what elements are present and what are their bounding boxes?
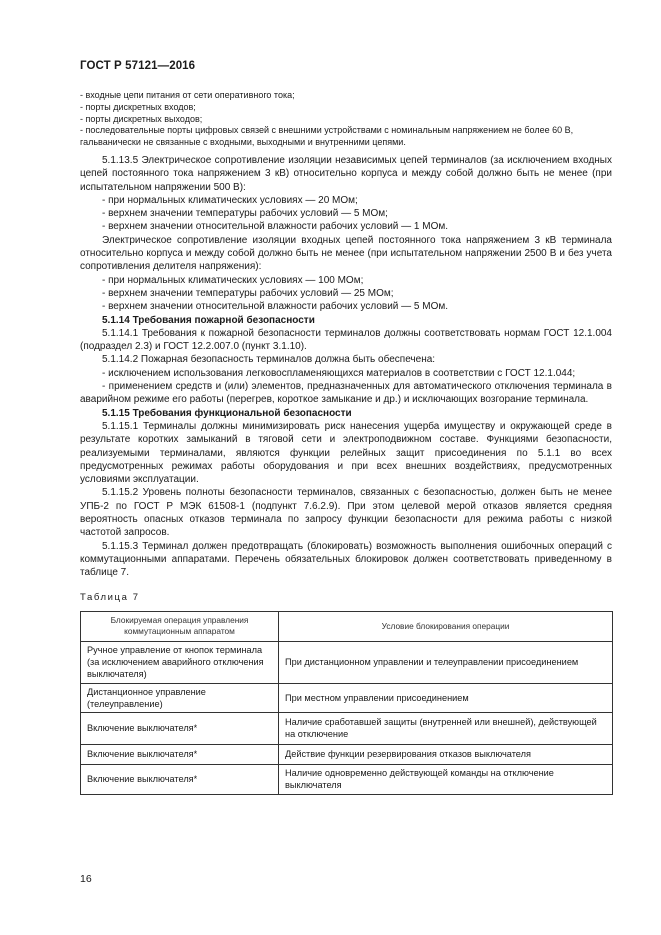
- table-cell-operation: Включение выключателя*: [81, 764, 279, 794]
- intro-list: [80, 90, 612, 149]
- table-cell-condition: При дистанционном управлении и телеуправлении присоединением: [279, 641, 613, 683]
- table-cell-operation: Дистанционное управление (телеуправление): [81, 683, 279, 712]
- interlock-table: [80, 611, 613, 795]
- list-item: - верхнем значении температуры рабочих условий — 5 МОм;: [102, 208, 388, 220]
- column-header-operation: Блокируемая операция управления коммутационным аппаратом: [81, 611, 279, 641]
- table-cell-operation: Включение выключателя*: [81, 712, 279, 744]
- list-item: - применением средств и (или) элементов, предназначенных для автоматического отключения терминала в аварийном режиме его работы (перегрев, короткое замыкание и др.) и исключающих возгорание терминала.: [80, 381, 612, 406]
- list-item: - верхнем значении относительной влажности рабочих условий — 1 МОм.: [102, 221, 449, 233]
- table-row: [81, 641, 613, 683]
- table-row: [81, 764, 613, 794]
- list-item: - при нормальных климатических условиях — 20 МОм;: [102, 194, 358, 206]
- list-item: - при нормальных климатических условиях — 100 МОм;: [102, 274, 364, 286]
- table-cell-condition: Наличие сработавшей защиты (внутренней или внешней), действующей на отключение: [279, 712, 613, 744]
- section-heading-5-1-15: 5.1.15 Требования функциональной безопасности: [102, 407, 352, 419]
- paragraph-5-1-15-1: 5.1.15.1 Терминалы должны минимизировать риск нанесения ущерба имуществу и окружающей среде в результате коротких замыканий в тяговой сети и электроподвижном составе. Функциями безопасности, реализуемыми терминалами, являются функции релейных защит присоединения по 5.1.1 во всех предусмотренных режимах работы оборудования и при всех внешних воздействиях, предусмотренных условиями эксплуатации.: [80, 420, 612, 486]
- list-item: - верхнем значении температуры рабочих условий — 25 МОм;: [102, 287, 394, 299]
- paragraph-5-1-14-2: 5.1.14.2 Пожарная безопасность терминалов должна быть обеспечена:: [102, 354, 436, 366]
- document-header: ГОСТ Р 57121—2016: [80, 60, 196, 72]
- list-item: - последовательные порты цифровых связей с внешними устройствами с номинальным напряжением не более 60 В, гальванически не связанные с входными, выходными и внутренними цепями.: [80, 125, 574, 148]
- table-header-row: [81, 611, 613, 641]
- list-item: - входные цепи питания от сети оперативного тока;: [80, 90, 295, 100]
- table-cell-condition: Действие функции резервирования отказов выключателя: [279, 744, 613, 764]
- table-cell-condition: Наличие одновременно действующей команды на отключение выключателя: [279, 764, 613, 794]
- page-number: 16: [80, 873, 92, 885]
- column-header-condition: Условие блокирования операции: [279, 611, 613, 641]
- list-item: - порты дискретных выходов;: [80, 113, 203, 124]
- table-row: [81, 683, 613, 712]
- table-cell-condition: При местном управлении присоединением: [279, 683, 613, 712]
- table-cell-operation: Ручное управление от кнопок терминала (за исключением аварийного отключения выключателя): [81, 641, 279, 683]
- page-body: [80, 90, 612, 795]
- list-item: - порты дискретных входов;: [80, 101, 196, 112]
- paragraph-3kv-insulation: Электрическое сопротивление изоляции входных цепей постоянного тока напряжением 3 кВ терминала относительно корпуса и между собой должно быть не менее (при испытательном напряжении 2500 В и без учета сопротивления делителя напряжения):: [80, 234, 612, 273]
- list-item: - исключением использования легковоспламеняющихся материалов в соответствии с ГОСТ 12.1.044;: [102, 367, 576, 379]
- section-heading-5-1-14: 5.1.14 Требования пожарной безопасности: [102, 314, 315, 326]
- list-item: - верхнем значении относительной влажности рабочих условий — 5 МОм.: [102, 301, 449, 313]
- table-row: [81, 744, 613, 764]
- table-caption: Таблица 7: [80, 592, 140, 604]
- paragraph-5-1-15-2: 5.1.15.2 Уровень полноты безопасности терминалов, связанных с безопасностью, должен быть не менее УПБ-2 по ГОСТ Р МЭК 61508-1 (подпункт 7.6.2.9). При этом целевой мерой отказов является средняя вероятность опасных отказов терминала по запросу функции безопасности для режима работы с низкой частотой запросов.: [80, 487, 612, 539]
- table-row: [81, 712, 613, 744]
- paragraph-5-1-14-1: 5.1.14.1 Требования к пожарной безопасности терминалов должны соответствовать нормам ГОСТ 12.1.004 (подраздел 2.3) и ГОСТ 12.2.007.0 (пункт 3.1.10).: [80, 327, 612, 353]
- paragraph-5-1-15-3: 5.1.15.3 Терминал должен предотвращать (блокировать) возможность выполнения ошибочных операций с коммутационными аппаратами. Перечень обязательных блокировок должен соответствовать приведенному в таблице 7.: [80, 540, 612, 579]
- paragraph-5-1-13-5: 5.1.13.5 Электрическое сопротивление изоляции независимых цепей терминалов (за исключением входных цепей постоянного тока напряжением 3 кВ) относительно корпуса и между собой должно быть не менее (при испытательном напряжении 500 В):: [80, 154, 612, 193]
- table-cell-operation: Включение выключателя*: [81, 744, 279, 764]
